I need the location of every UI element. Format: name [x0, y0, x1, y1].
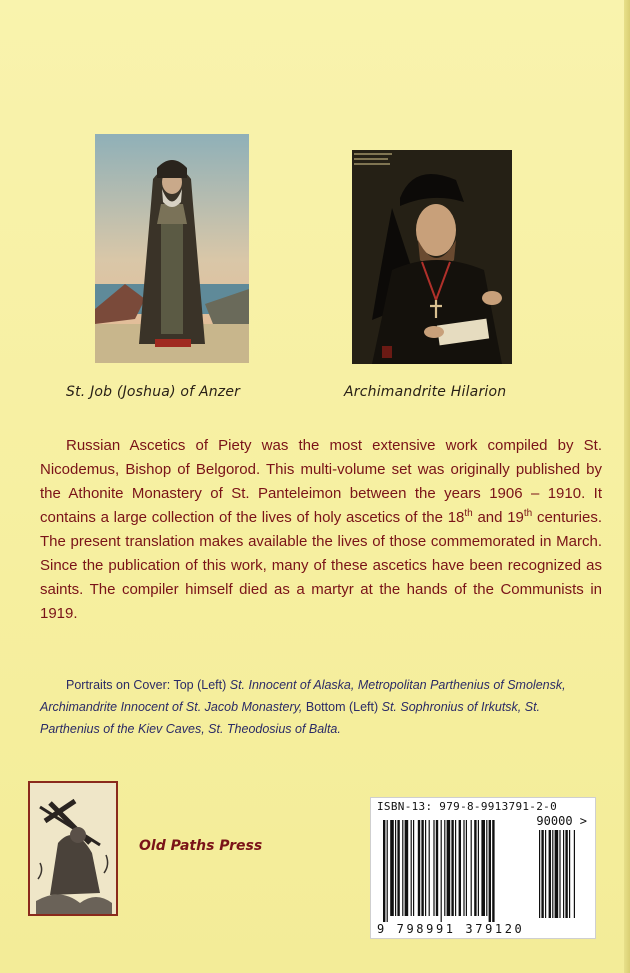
portrait-st-job — [95, 134, 249, 363]
caption-archimandrite-hilarion: Archimandrite Hilarion — [344, 384, 507, 400]
cover-edge — [624, 0, 630, 973]
barcode-bars — [381, 816, 585, 922]
book-description — [40, 434, 602, 626]
barcode-price-code: 90000 > — [536, 814, 587, 828]
isbn-barcode — [370, 797, 596, 939]
cross-bearing-monk-icon — [30, 783, 116, 914]
cover-portraits-label: Portraits on Cover: Top (Left) — [66, 678, 227, 692]
cover-portraits-note — [40, 674, 602, 740]
description-part: Russian Ascetics of Piety was the most extensive work compiled by St. Nicodemus, Bishop of Belgorod. This multi-volume set was originally published by the Athonite Monastery of St. Panteleimon between the years 1906 – 1910. It contains a large collection of the lives of holy ascetics of the 18 — [40, 437, 602, 526]
barcode-digits: 9 798991 379120 — [377, 922, 525, 936]
caption-st-job: St. Job (Joshua) of Anzer — [66, 384, 241, 400]
isbn-number: ISBN-13: 979-8-9913791-2-0 — [377, 800, 557, 813]
portrait-archimandrite-hilarion — [352, 150, 512, 364]
st-job-image — [95, 134, 249, 363]
cover-portraits-bottom-names: St. Sophronius of Irkutsk, St. Parthenius of the Kiev Caves, St. Theodosius of Balta. — [40, 700, 541, 736]
publisher-name: Old Paths Press — [139, 838, 263, 854]
archimandrite-hilarion-image — [352, 150, 512, 364]
superscript-th: th — [464, 508, 473, 519]
cover-portraits-bottom-label: Bottom (Left) — [305, 700, 379, 714]
description-part: centuries. The present translation makes available the lives of those commemorated in March. Since the publication of this work, many of these ascetics have been recognized as saints. The compiler himself died as a martyr at the hands of the Communists in 1919. — [40, 509, 602, 622]
description-part: and 19 — [472, 509, 524, 526]
cover-portraits-top-names: St. Innocent of Alaska, Metropolitan Parthenius of Smolensk, Archimandrite Innocent of St. Jacob Monastery, — [40, 678, 566, 714]
publisher-logo — [28, 781, 118, 916]
superscript-th: th — [523, 508, 533, 519]
